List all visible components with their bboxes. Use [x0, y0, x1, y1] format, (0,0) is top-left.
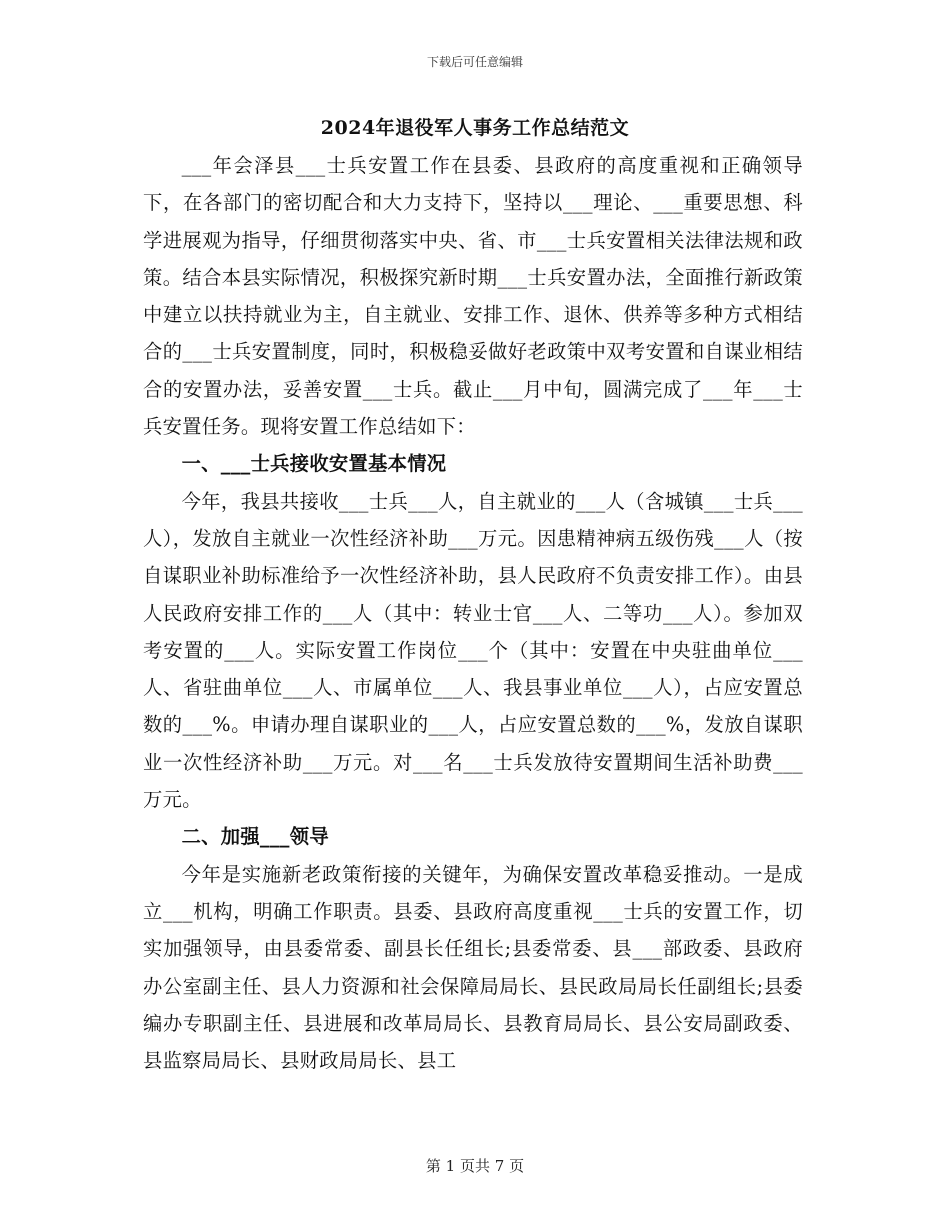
section-heading-1: 一、___士兵接收安置基本情况	[181, 452, 447, 476]
section-1-paragraph: 今年，我县共接收___士兵___人，自主就业的___人（含城镇___士兵___人），发放自主就业一次性经济补助___万元。因患精神病五级伤残___人（按自谋职业补助标准给予一次性经济补助，县人民政府不负责安排工作）。由县人民政府安排工作的___人（其中：转业士官___人、二等功___人）。参加双考安置的___人。实际安置工作岗位___个（其中：安置在中央驻曲单位___人、省驻曲单位___人、市属单位___人、我县事业单位___人），占应安置总数的___%。申请办理自谋职业的___人，占应安置总数的___%，发放自谋职业一次性经济补助___万元。对___名___士兵发放待安置期间生活补助费___万元。	[143, 489, 803, 812]
intro-paragraph: ___年会泽县___士兵安置工作在县委、县政府的高度重视和正确领导下，在各部门的密切配合和大力支持下，坚持以___理论、___重要思想、科学进展观为指导，仔细贯彻落实中央、省、市___士兵安置相关法律法规和政策。结合本县实际情况，积极探究新时期___士兵安置办法，全面推行新政策中建立以扶持就业为主，自主就业、安排工作、退休、供养等多种方式相结合的___士兵安置制度，同时，积极稳妥做好老政策中双考安置和自谋业相结合的安置办法，妥善安置___士兵。截止___月中旬，圆满完成了___年___士兵安置任务。现将安置工作总结如下：	[143, 154, 803, 439]
document-title: 2024年退役军人事务工作总结范文	[320, 117, 630, 139]
page-footer: 第 1 页共 7 页	[425, 1157, 525, 1175]
page-header: 下载后可任意编辑	[426, 55, 523, 69]
section-heading-2: 二、加强___领导	[181, 825, 329, 849]
document-body	[143, 147, 803, 1079]
section-2-paragraph: 今年是实施新老政策衔接的关键年，为确保安置改革稳妥推动。一是成立___机构，明确工作职责。县委、县政府高度重视___士兵的安置工作，切实加强领导，由县委常委、副县长任组长;县委常委、县___部政委、县政府办公室副主任、县人力资源和社会保障局局长、县民政局局长任副组长;县委编办专职副主任、县进展和改革局局长、县教育局局长、县公安局副政委、县监察局局长、县财政局局长、县工	[143, 862, 803, 1073]
